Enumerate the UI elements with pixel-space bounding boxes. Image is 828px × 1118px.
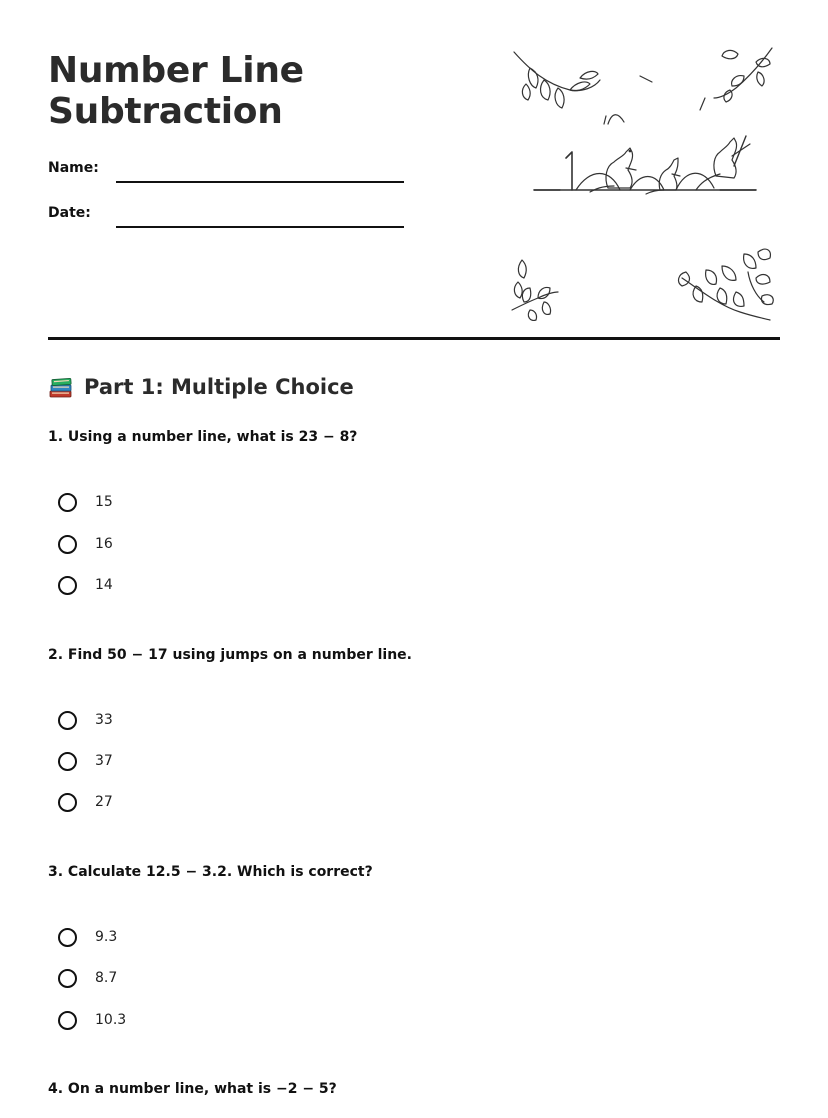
option-label: 10.3 [95,1012,127,1028]
answer-option[interactable] [58,490,113,514]
radio-button[interactable] [58,493,77,512]
kangaroo-icon [590,148,636,192]
radio-button[interactable] [58,576,77,595]
name-label: Name: [48,160,99,176]
radio-button[interactable] [58,535,77,554]
answer-option[interactable] [58,790,113,814]
answer-option[interactable] [58,573,113,597]
leaf-branch-bottom-left-icon [512,260,558,320]
radio-button[interactable] [58,928,77,947]
option-label: 37 [95,753,113,769]
kangaroos-on-number-line-illustration [500,40,790,330]
page-title: Number Line Subtraction [48,50,304,132]
option-label: 9.3 [95,929,118,945]
number-one-mark [566,152,572,190]
twig-icon [608,115,624,124]
date-field[interactable] [116,226,404,228]
leaf-branch-top-left-icon [514,52,600,108]
section-heading [48,374,354,400]
header-divider [48,337,780,340]
section-title: Part 1: Multiple Choice [84,375,354,399]
option-label: 27 [95,794,113,810]
radio-button[interactable] [58,1011,77,1030]
twig-icon [640,76,652,82]
radio-button[interactable] [58,969,77,988]
answer-option[interactable] [58,708,113,732]
twig-icon [700,98,705,110]
question-2: 2. Find 50 − 17 using jumps on a number line. [48,647,412,663]
name-field[interactable] [116,181,404,183]
radio-button[interactable] [58,711,77,730]
radio-button[interactable] [58,793,77,812]
radio-button[interactable] [58,752,77,771]
question-3: 3. Calculate 12.5 − 3.2. Which is correct? [48,864,373,880]
books-icon [48,374,74,400]
question-1: 1. Using a number line, what is 23 − 8? [48,429,358,445]
option-label: 8.7 [95,970,118,986]
option-label: 16 [95,536,113,552]
answer-option[interactable] [58,749,113,773]
option-label: 14 [95,577,113,593]
kangaroo-icon [696,136,750,190]
date-label: Date: [48,205,91,221]
option-label: 15 [95,494,113,510]
question-4: 4. On a number line, what is −2 − 5? [48,1081,337,1097]
answer-option[interactable] [58,966,117,990]
answer-option[interactable] [58,925,117,949]
leaf-branch-bottom-right-icon [679,249,774,320]
leaf-branch-top-right-icon [714,48,772,102]
option-label: 33 [95,712,113,728]
answer-option[interactable] [58,1008,126,1032]
answer-option[interactable] [58,532,113,556]
